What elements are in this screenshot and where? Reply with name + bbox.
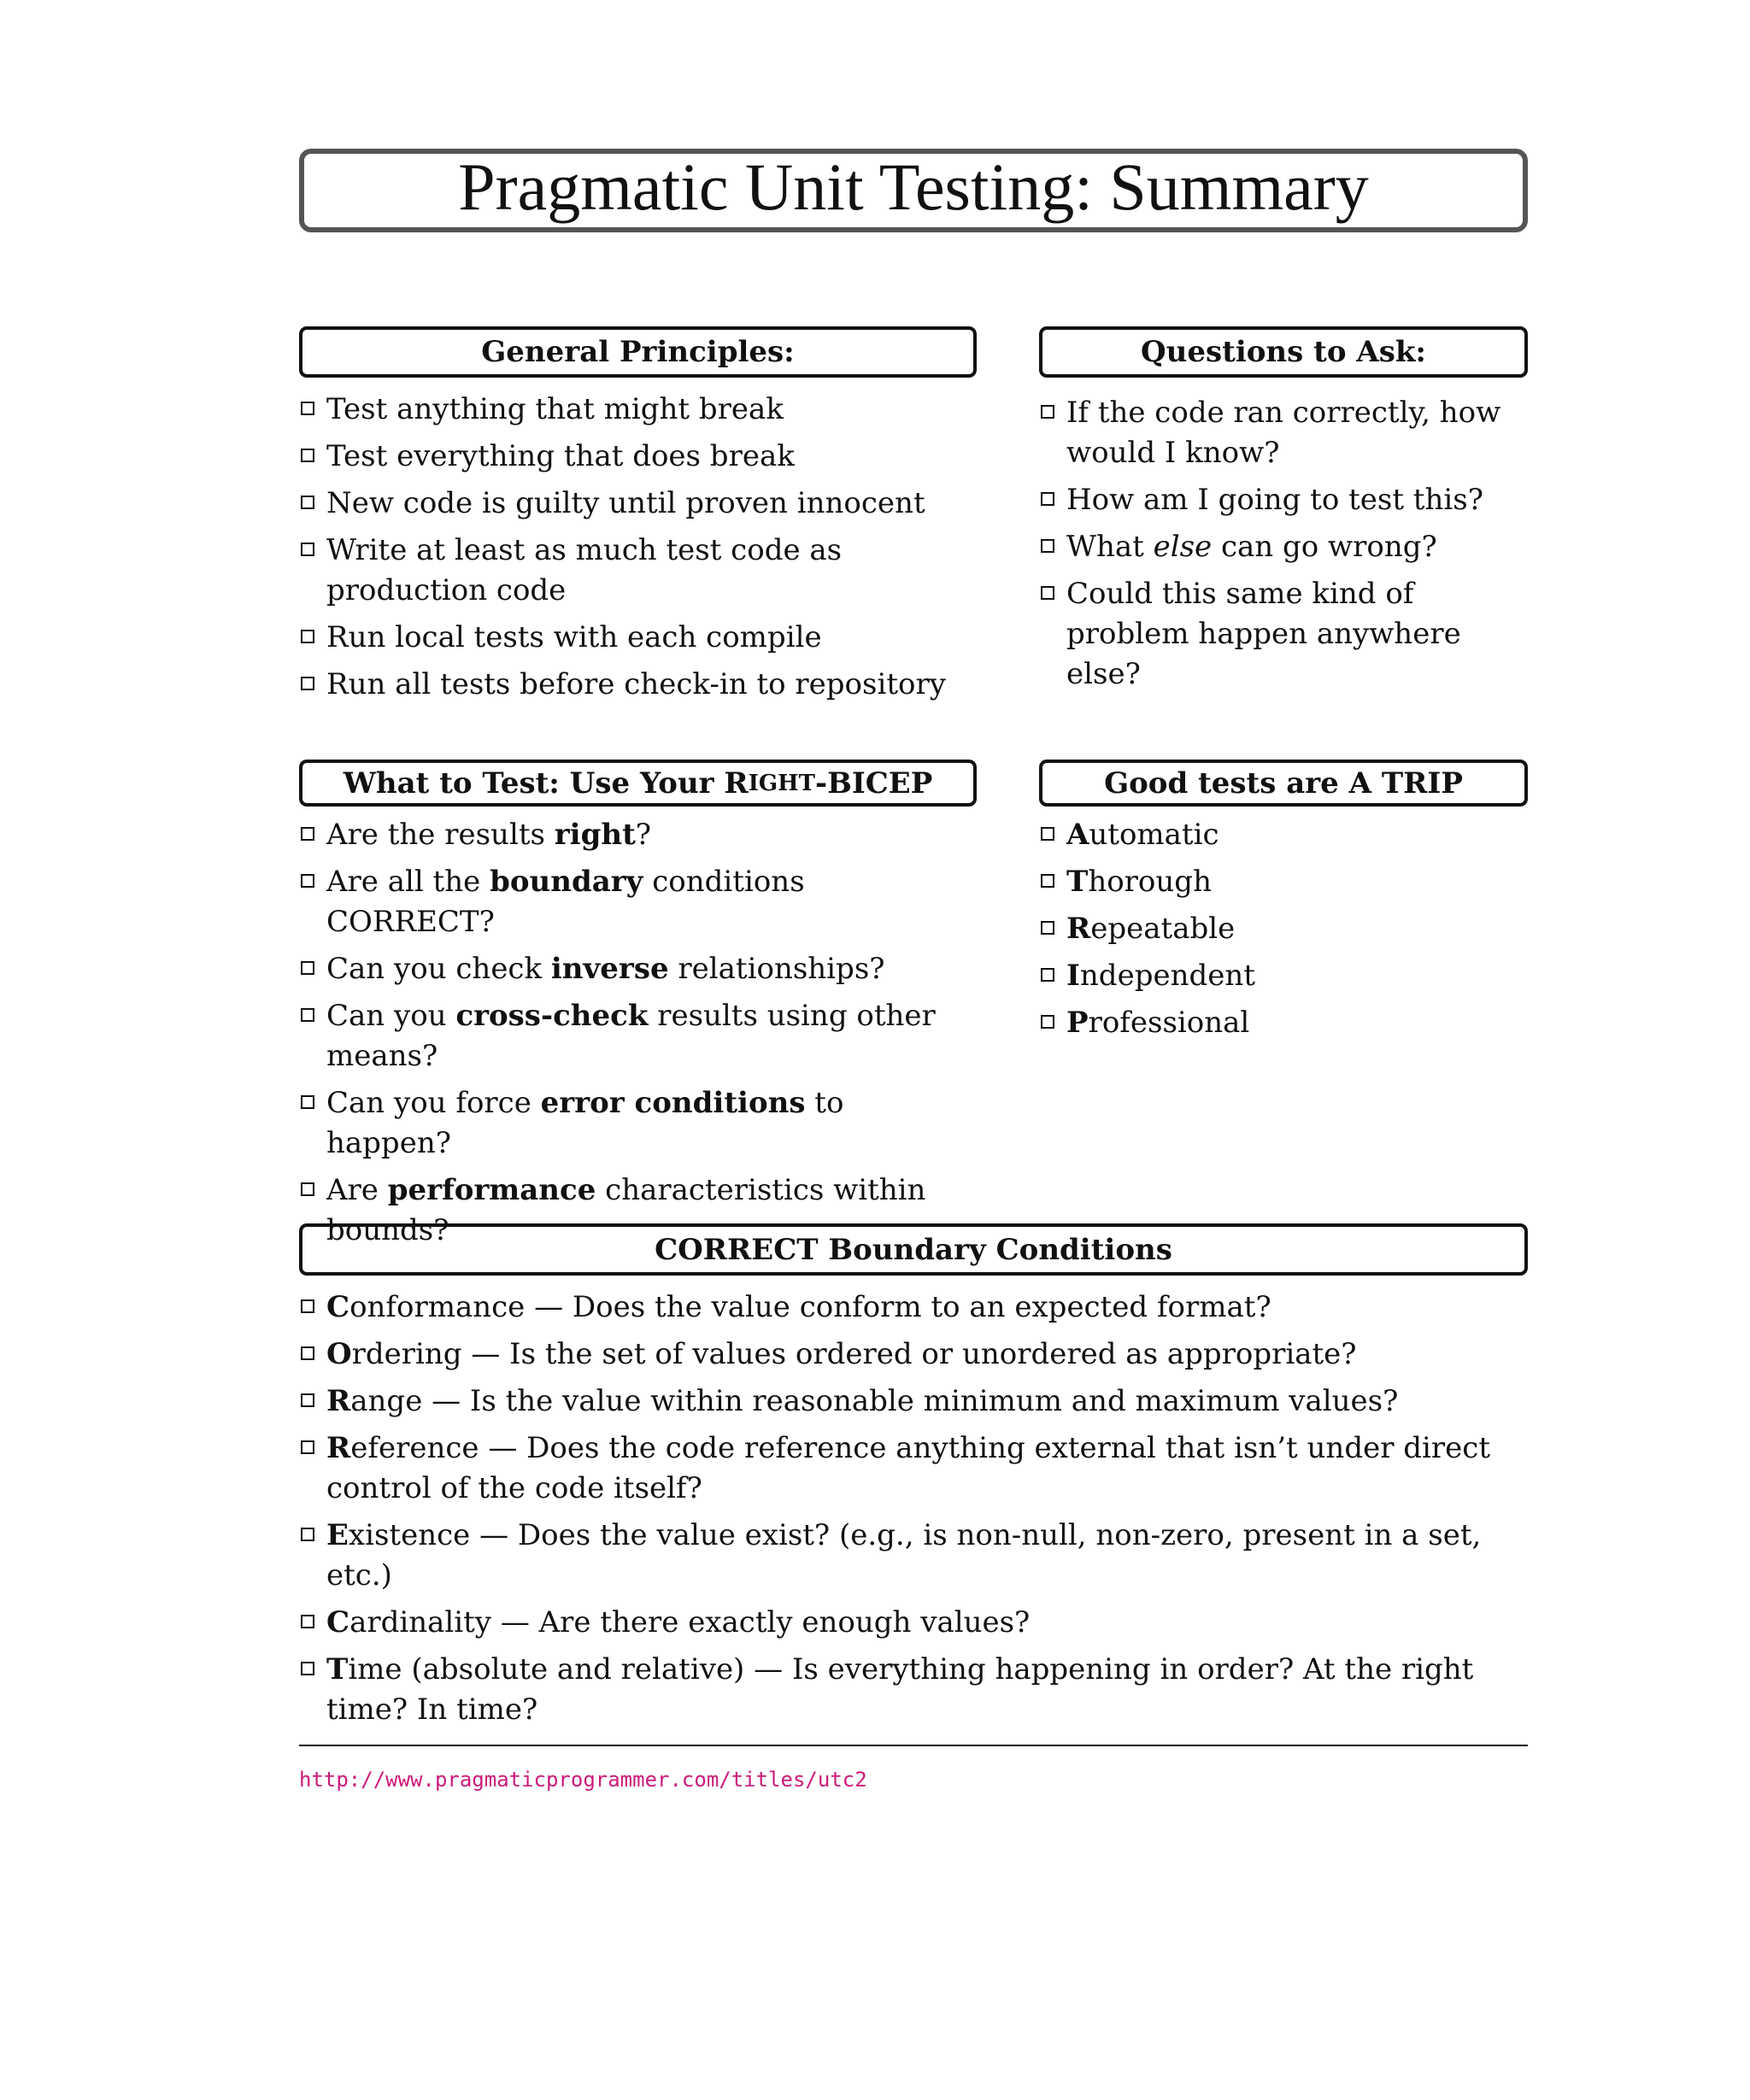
item-keyword: error conditions [540,1086,806,1120]
item-text: Are [326,1173,388,1207]
checklist-item [299,862,977,942]
checklist-item [299,1288,1528,1328]
item-text: rofessional [1088,1006,1250,1040]
checklist-item: How am I going to test this? [1039,480,1528,520]
questions-section [1039,326,1528,695]
item-text: onformance — Does the value conform to an expected format? [349,1290,1271,1324]
checklist-item [1039,815,1528,855]
checklist-item: New code is guilty until proven innocent [299,484,977,524]
checklist-item [299,1428,1528,1509]
item-text: relationships? [668,952,885,986]
correct-heading: CORRECT Boundary Conditions [299,1223,1528,1276]
item-text: ime (absolute and relative) — Is everything happening in order? At the right time? In time? [326,1652,1474,1727]
checklist-item [299,996,977,1076]
item-letter: E [326,1518,349,1552]
item-text: ? [635,818,652,852]
checklist-item [1039,956,1528,996]
item-text: horough [1088,865,1212,899]
item-text: conditions CORRECT? [326,865,805,939]
item-text: xistence — Does the value exist? (e.g., is non-null, non-zero, present in a set, etc.) [326,1518,1482,1593]
checklist-item [1039,1003,1528,1043]
checklist-item [299,1650,1528,1730]
checklist-item [299,815,977,855]
checklist-item [1039,909,1528,949]
item-text: Can you check [326,952,551,986]
item-letter: R [326,1384,351,1418]
item-text: rdering — Is the set of values ordered or unordered as appropriate? [351,1337,1357,1371]
correct-section [299,1223,1528,1730]
item-letter: I [1066,959,1080,993]
item-letter: P [1066,1006,1089,1040]
item-text: ndependent [1079,959,1255,993]
checklist-item: Test everything that does break [299,437,977,477]
heading-small-caps: IGHT [748,770,815,796]
a-trip-heading: Good tests are A TRIP [1039,760,1528,807]
checklist-item: Test anything that might break [299,390,977,430]
item-text: Are all the [326,865,490,899]
item-text: to happen? [326,1086,844,1160]
checklist-item [299,1083,977,1164]
questions-heading: Questions to Ask: [1039,326,1528,378]
a-trip-section [1039,760,1528,1043]
checklist-item [1039,527,1528,567]
item-keyword: right [554,818,636,852]
checklist-item [1039,862,1528,902]
checklist-item [299,1516,1528,1596]
item-keyword: performance [387,1173,596,1207]
general-principles-section [299,326,977,705]
item-keyword: cross-check [455,999,649,1033]
general-principles-heading: General Principles: [299,326,977,378]
right-bicep-heading [299,760,977,807]
item-letter: T [326,1652,349,1686]
item-letter: O [326,1337,352,1371]
item-letter: R [326,1431,351,1465]
item-text: utomatic [1089,818,1219,852]
item-letter: C [326,1605,350,1640]
item-text: Can you force [326,1086,541,1120]
checklist-item: Run all tests before check-in to repository [299,665,977,705]
checklist-item [299,1603,1528,1643]
item-text: What [1066,530,1154,564]
checklist-item: Could this same kind of problem happen anywhere else? [1039,574,1528,695]
checklist-item [299,1381,1528,1422]
item-emphasis: else [1153,530,1213,564]
item-letter: C [326,1290,350,1324]
checklist-item: If the code ran correctly, how would I know? [1039,393,1528,473]
item-keyword: inverse [550,952,669,986]
item-text: characteristics within bounds? [326,1173,926,1247]
item-letter: R [1066,912,1091,946]
checklist-item: Write at least as much test code as production code [299,531,977,611]
item-text: results using other means? [326,999,936,1073]
footer-url-link[interactable]: http://www.pragmaticprogrammer.com/titles/utc2 [299,1768,867,1792]
heading-text: -BICEP [814,766,933,801]
item-text: ardinality — Are there exactly enough values? [349,1605,1031,1640]
title-box [299,149,1528,232]
item-text: ange — Is the value within reasonable minimum and maximum values? [350,1384,1399,1418]
footer-divider [299,1745,1528,1746]
item-text: Can you [326,999,456,1033]
right-bicep-section [299,760,977,1251]
checklist-item [299,949,977,989]
checklist-item [299,1334,1528,1375]
page-title: Pragmatic Unit Testing: Summary [458,150,1369,224]
item-text: epeatable [1090,912,1236,946]
item-keyword: boundary [490,865,643,899]
item-text: can go wrong? [1212,530,1437,564]
heading-text: What to Test: Use Your R [343,766,749,801]
checklist-item: Run local tests with each compile [299,618,977,658]
item-text: Are the results [326,818,555,852]
item-letter: T [1066,865,1089,899]
item-text: eference — Does the code reference anything external that isn’t under direct control of the code itself? [326,1431,1490,1505]
item-letter: A [1066,818,1089,852]
